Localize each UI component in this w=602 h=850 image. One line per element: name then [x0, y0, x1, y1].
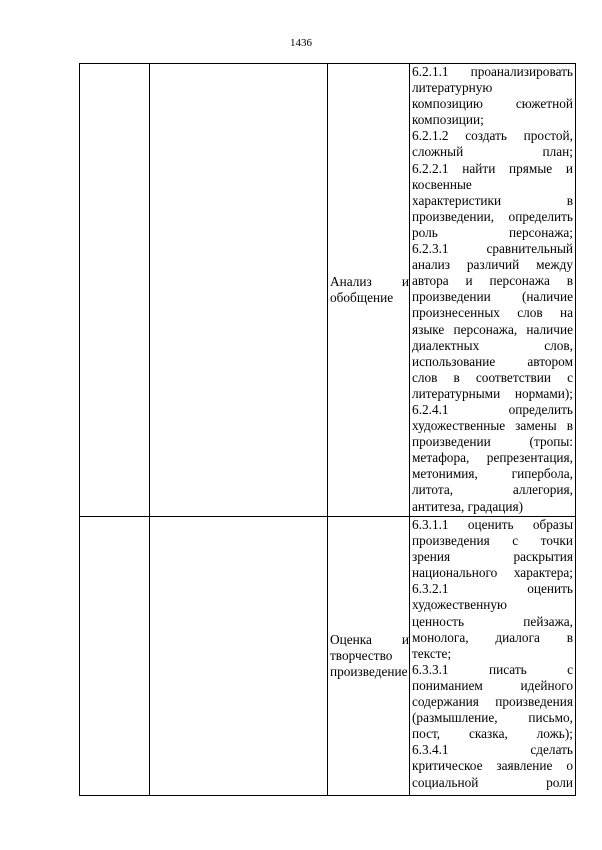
objective-line: 6.2.4.1 определить — [412, 401, 573, 417]
topic-line: Анализ и — [330, 273, 409, 289]
objective-line: языке персонажа, наличие — [412, 321, 573, 337]
objective-line: пониманием идейного — [412, 677, 573, 693]
objective-line: произнесенных слов на — [412, 305, 573, 321]
objective-line: 6.3.4.1 сделать — [412, 742, 573, 758]
topic-line: обобщение — [330, 290, 394, 305]
objective-line: ценность пейзажа, — [412, 613, 573, 629]
objective-line: слов в соответствии с — [412, 369, 573, 385]
topic-text — [328, 274, 409, 306]
topic-cell — [328, 517, 410, 796]
empty-cell-section — [80, 517, 150, 796]
objective-line: социальной роли — [412, 774, 573, 790]
objective-line: произведении, определить — [412, 208, 573, 224]
objective-line: 6.2.1.1 проанализировать — [412, 64, 573, 79]
objective-line: произведения с точки — [412, 533, 573, 549]
objective-line: содержания произведения — [412, 694, 573, 710]
objective-line: 6.2.3.1 сравнительный — [412, 241, 573, 257]
objective-line: автора и персонажа в — [412, 273, 573, 289]
topic-line: Оценка и — [330, 631, 409, 647]
objective-line: произведении (тропы: — [412, 434, 573, 450]
objectives-text — [410, 517, 575, 791]
topic-line: произведение — [330, 664, 408, 680]
objective-line: роль персонажа; — [412, 224, 573, 240]
topic-text — [328, 632, 409, 680]
objective-line: литературными нормами); — [412, 385, 573, 401]
objective-line: композицию сюжетной — [412, 96, 573, 112]
objective-line: антитеза, градация) — [412, 498, 524, 514]
objective-line: анализ различий между — [412, 257, 573, 273]
objectives-cell — [410, 517, 576, 796]
objective-line: метонимия, гипербола, — [412, 466, 573, 482]
objective-line: 6.3.1.1 оценить образы — [412, 517, 573, 532]
objective-line: литературную — [412, 80, 493, 96]
table-row — [80, 64, 576, 517]
objective-line: 6.3.2.1 оценить — [412, 581, 573, 597]
objective-line: использование автором — [412, 353, 573, 369]
objective-line: 6.2.1.2 создать простой, — [412, 128, 573, 144]
objective-line: косвенные — [412, 176, 472, 192]
empty-cell-subsection — [150, 517, 328, 796]
empty-cell-subsection — [150, 64, 328, 517]
curriculum-table — [79, 63, 576, 796]
objective-line: диалектных слов, — [412, 337, 573, 353]
objective-line: произведении (наличие — [412, 289, 573, 305]
objective-line: национального характера; — [412, 565, 573, 581]
objective-line: сложный план; — [412, 144, 573, 160]
objective-line: 6.2.2.1 найти прямые и — [412, 160, 573, 176]
objective-line: пост, сказка, ложь); — [412, 726, 573, 742]
objective-line: 6.3.3.1 писать с — [412, 661, 573, 677]
empty-cell-section — [80, 64, 150, 517]
objective-line: зрения раскрытия — [412, 549, 573, 565]
objective-line: художественную — [412, 597, 507, 613]
objectives-text — [410, 64, 575, 515]
objective-line: монолога, диалога в — [412, 629, 573, 645]
objective-line: композиции; — [412, 112, 484, 128]
objective-line: тексте; — [412, 645, 452, 661]
objective-line: художественные замены в — [412, 418, 573, 434]
objective-line: литота, аллегория, — [412, 482, 573, 498]
objective-line: характеристики в — [412, 192, 573, 208]
objectives-cell — [410, 64, 576, 517]
page-number: 1436 — [290, 37, 312, 49]
objective-line: (размышление, письмо, — [412, 710, 573, 726]
topic-line: творчество — [330, 647, 393, 663]
table-row — [80, 517, 576, 796]
objective-line: метафора, репрезентация, — [412, 450, 573, 466]
topic-cell — [328, 64, 410, 517]
objective-line: критическое заявление о — [412, 758, 573, 774]
